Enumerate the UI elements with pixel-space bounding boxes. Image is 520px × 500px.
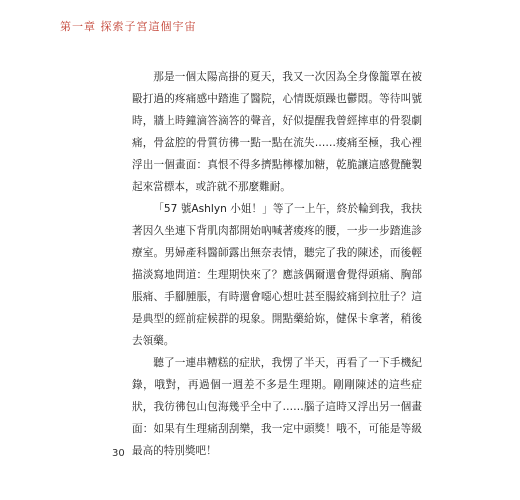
paragraph: 聽了一連串糟糕的症狀，我愣了半天，再看了一下手機紀錄，哦對，再過個一週差不多是生理期。剛剛陳述的這些症狀，我彷彿包山包海幾乎全中了……腦子這時又浮出另一個畫面：如果有生理痛刮刮樂，我一定中頭獎！哦不，可能是等級最高的特別獎吧！	[132, 357, 422, 457]
body-text	[132, 66, 422, 462]
paragraph: 「57 號Ashlyn 小姐！」等了一上午，終於輪到我，我扶著因久坐連下背肌肉都開始吶喊著痠疼的腰，一步一步踏進診療室。男婦產科醫師露出無奈表情，聽完了我的陳述，而後輕描淡寫地問道：生理期快來了？應該偶爾還會覺得頭痛、胸部脹痛、手腳腫脹，有時還會噁心想吐甚至腸絞痛到拉肚子？這是典型的經前症候群的現象。開點藥給妳，健保卡拿著，稍後去領藥。	[132, 203, 422, 347]
paragraph: 那是一個太陽高掛的夏天，我又一次因為全身像籠罩在被毆打過的疼痛感中踏進了醫院，心情既煩躁也鬱悶。等待叫號時，牆上時鐘滴答滴答的聲音，好似提醒我曾經摔車的骨裂劇痛，骨盆腔的骨質彷彿一點一點在流失……痠痛至極，我心裡浮出一個畫面：真恨不得多擠點檸檬加糖，乾脆讓這感覺醃製起來當標本，或許就不那麼難耐。	[132, 71, 422, 193]
chapter-header: 第一章 探索子宮這個宇宙	[60, 20, 197, 33]
page-number: 30	[112, 448, 125, 459]
